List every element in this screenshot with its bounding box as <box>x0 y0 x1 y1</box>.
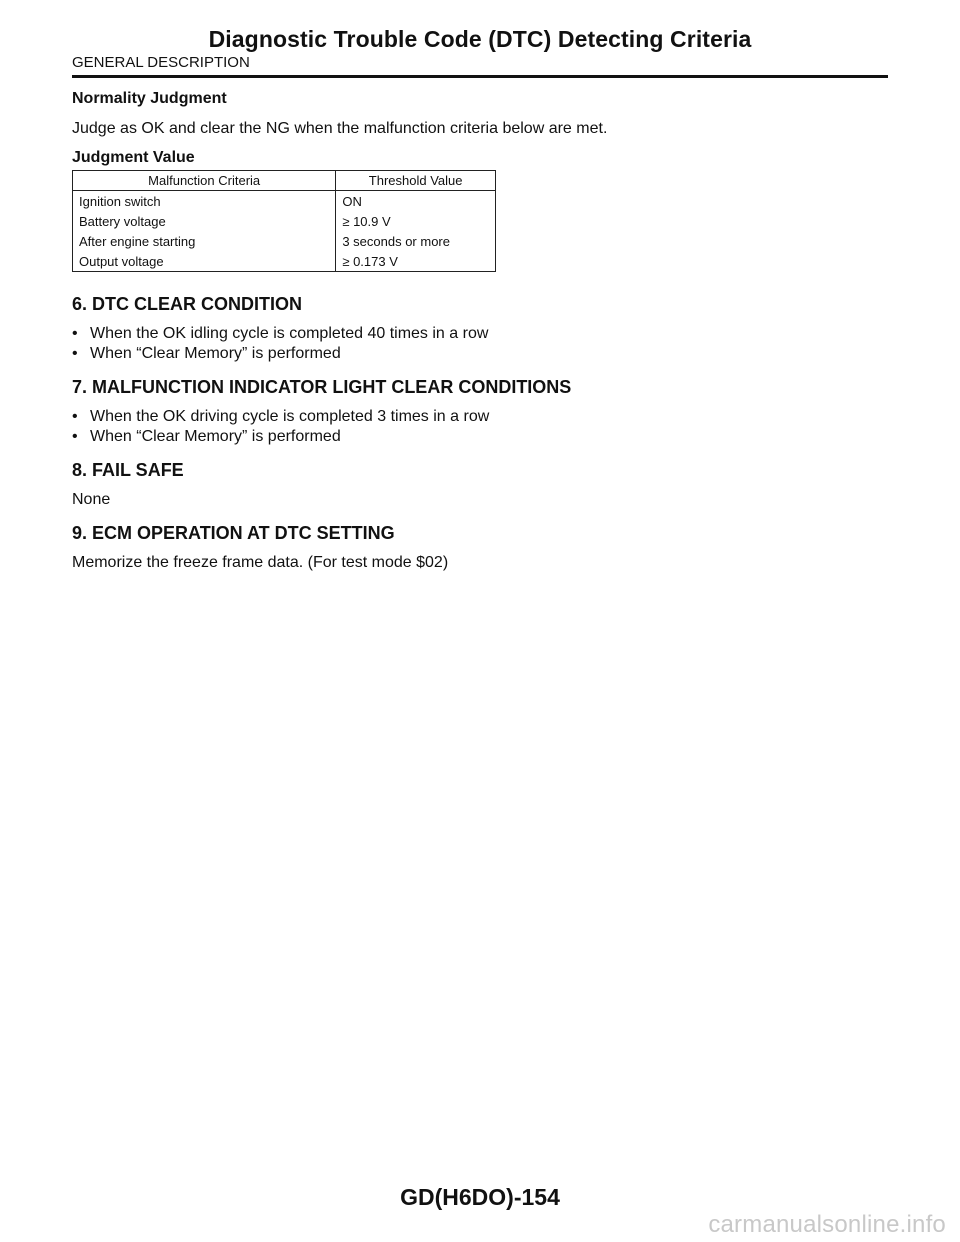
column-header-threshold: Threshold Value <box>336 171 496 191</box>
criteria-cell: Ignition switch <box>73 191 336 212</box>
criteria-cell: Battery voltage <box>73 211 336 231</box>
bullet-icon: • <box>72 428 78 445</box>
table-row <box>73 191 496 212</box>
page-title: Diagnostic Trouble Code (DTC) Detecting Criteria <box>208 26 752 52</box>
normality-heading: Normality Judgment <box>72 90 227 107</box>
judgment-heading: Judgment Value <box>72 149 195 166</box>
criteria-cell: Output voltage <box>73 251 336 272</box>
ecm-operation-heading: 9. ECM OPERATION AT DTC SETTING <box>72 523 395 543</box>
mil-clear-list <box>72 407 888 447</box>
table-row <box>73 231 496 251</box>
threshold-cell: ≥ 10.9 V <box>336 211 496 231</box>
threshold-cell: 3 seconds or more <box>336 231 496 251</box>
threshold-cell: ≥ 0.173 V <box>336 251 496 272</box>
dtc-clear-heading: 6. DTC CLEAR CONDITION <box>72 294 303 314</box>
ecm-operation-text: Memorize the freeze frame data. (For test mode $02) <box>72 554 449 571</box>
threshold-cell: ON <box>336 191 496 212</box>
normality-text: Judge as OK and clear the NG when the malfunction criteria below are met. <box>72 120 608 137</box>
bullet-icon: • <box>72 325 78 342</box>
fail-safe-text: None <box>72 491 111 508</box>
list-item <box>72 407 888 427</box>
header-divider <box>72 75 888 78</box>
list-item-text: When “Clear Memory” is performed <box>90 428 341 445</box>
list-item <box>72 344 888 364</box>
page-content <box>72 89 888 573</box>
bullet-icon: • <box>72 345 78 362</box>
section-label: GENERAL DESCRIPTION <box>72 54 250 71</box>
mil-clear-heading: 7. MALFUNCTION INDICATOR LIGHT CLEAR CONDITIONS <box>72 377 572 397</box>
judgment-table <box>72 170 496 272</box>
criteria-cell: After engine starting <box>73 231 336 251</box>
page-number: GD(H6DO)-154 <box>400 1184 560 1210</box>
bullet-icon: • <box>72 408 78 425</box>
watermark: carmanualsonline.info <box>708 1211 946 1238</box>
table-row <box>73 251 496 272</box>
list-item-text: When the OK idling cycle is completed 40 times in a row <box>90 325 489 342</box>
table-row <box>73 211 496 231</box>
list-item <box>72 324 888 344</box>
dtc-clear-list <box>72 324 888 364</box>
list-item <box>72 427 888 447</box>
list-item-text: When the OK driving cycle is completed 3 times in a row <box>90 408 490 425</box>
list-item-text: When “Clear Memory” is performed <box>90 345 341 362</box>
table-header-row <box>73 171 496 191</box>
column-header-criteria: Malfunction Criteria <box>73 171 336 191</box>
fail-safe-heading: 8. FAIL SAFE <box>72 460 184 480</box>
